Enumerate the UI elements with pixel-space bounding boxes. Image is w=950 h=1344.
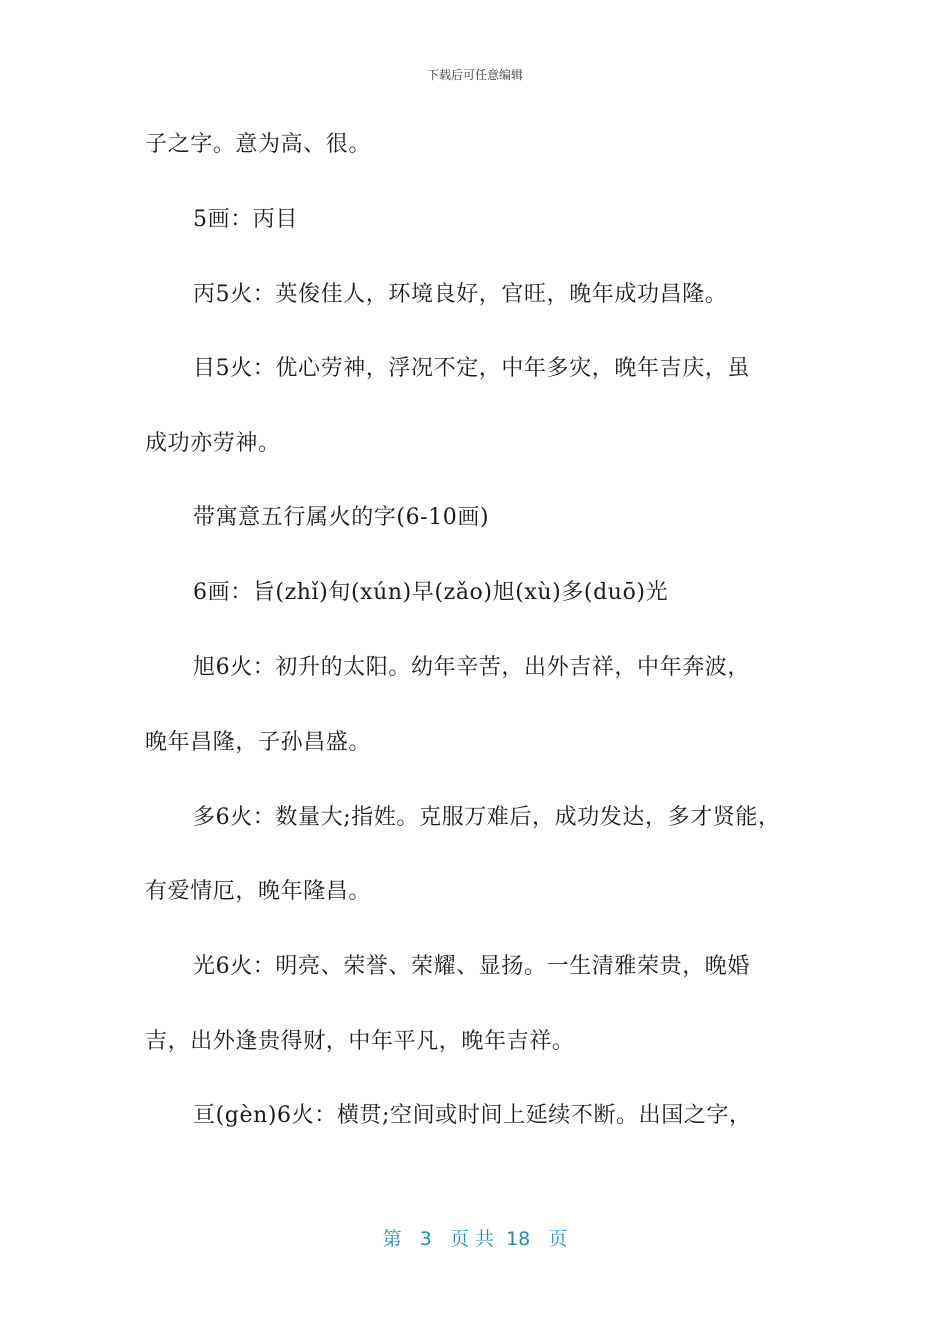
body-line-8: 旭6火：初升的太阳。幼年辛苦，出外吉祥，中年奔波，: [193, 655, 750, 680]
page-footer: [0, 1224, 950, 1251]
body-line-6: 带寓意五行属火的字(6-10画): [193, 505, 490, 530]
body-line-10: 多6火：数量大;指姓。克服万难后，成功发达，多才贤能，: [193, 805, 781, 830]
body-line-4: 目5火：优心劳神，浮况不定，中年多灾，晚年吉庆，虽: [193, 356, 750, 381]
page-header: 下载后可任意编辑: [426, 68, 523, 82]
body-line-7: 6画：旨(zhǐ)旬(xún)早(zǎo)旭(xù)多(duō)光: [193, 580, 669, 605]
footer-middle: 页 共: [449, 1228, 494, 1250]
body-line-14: 亘(gèn)6火：横贯;空间或时间上延续不断。出国之字，: [193, 1103, 752, 1128]
body-line-1: 子之字。意为高、很。: [145, 132, 372, 157]
body-line-3: 丙5火：英俊佳人，环境良好，官旺，晚年成功昌隆。: [193, 282, 728, 307]
footer-suffix: 页: [548, 1228, 568, 1250]
body-line-9: 晚年昌隆，子孙昌盛。: [145, 730, 372, 755]
body-line-12: 光6火：明亮、荣誉、荣耀、显扬。一生清雅荣贵，晚婚: [193, 954, 750, 979]
footer-current-page: 3: [419, 1228, 432, 1250]
footer-total-pages: 18: [506, 1228, 531, 1250]
body-line-11: 有爱情厄，晚年隆昌。: [145, 879, 372, 904]
body-line-5: 成功亦劳神。: [145, 431, 281, 456]
footer-prefix: 第: [382, 1228, 402, 1250]
body-line-2: 5画：丙目: [193, 207, 298, 232]
body-line-13: 吉，出外逢贵得财，中年平凡，晚年吉祥。: [145, 1029, 575, 1054]
